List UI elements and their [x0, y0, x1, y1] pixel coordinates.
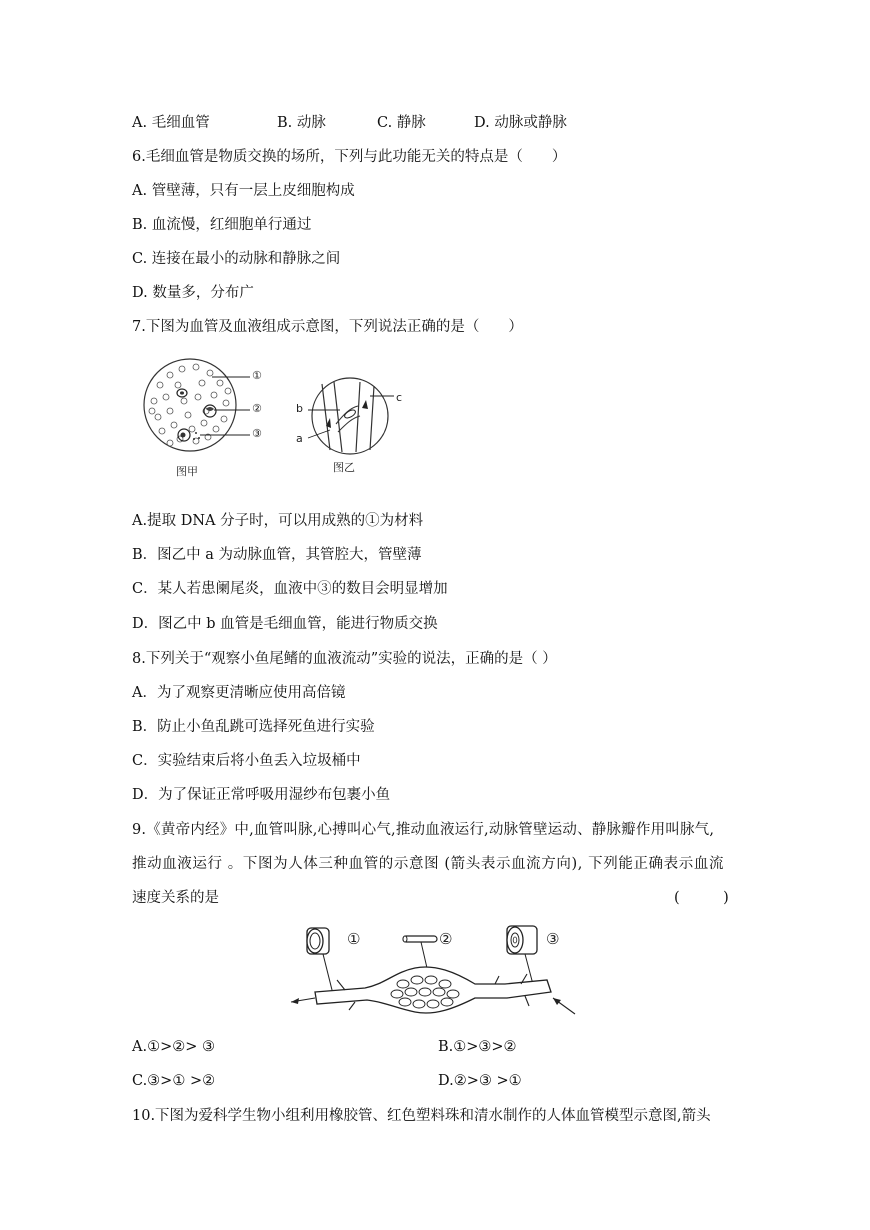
q6-option-c: C. 连接在最小的动脉和静脉之间	[132, 251, 341, 267]
q5-options	[132, 113, 567, 133]
q9-option-c: C.③>① >②	[132, 1073, 216, 1089]
q8-option-d: D．为了保证正常呼吸用湿纱布包裹小鱼	[132, 787, 391, 803]
q8-option-b: B．防止小鱼乱跳可选择死鱼进行实验	[132, 719, 375, 735]
q7-marker-3: ③	[252, 427, 262, 440]
q9-vein-icon	[307, 928, 329, 954]
q7-option-d: D．图乙中 b 血管是毛细血管，能进行物质交换	[132, 616, 438, 632]
q7-figure-yi	[300, 378, 403, 458]
q5-option-c: C. 静脉	[377, 115, 426, 131]
q9-marker-3: ③	[546, 930, 560, 948]
q6-stem: 6.毛细血管是物质交换的场所，下列与此功能无关的特点是（ ）	[132, 149, 567, 165]
q6-option-b: B. 血流慢，红细胞单行通过	[132, 217, 312, 233]
q7-fig-jia-label: 图甲	[176, 465, 198, 478]
q10-line-1: 10.下图为爱科学生物小组利用橡胶管、红色塑料珠和清水制作的人体血管模型示意图,箭头	[132, 1108, 711, 1124]
q5-option-d: D. 动脉或静脉	[474, 115, 567, 131]
q6-option-a: A. 管壁薄，只有一层上皮细胞构成	[132, 183, 355, 199]
q8-option-c: C．实验结束后将小鱼丢入垃圾桶中	[132, 753, 361, 769]
q8-stem: 8.下列关于“观察小鱼尾鳍的血液流动”实验的说法，正确的是（ ）	[132, 651, 557, 667]
q9-option-d: D.②>③ >①	[438, 1073, 522, 1089]
q7-option-c: C．某人若患阑尾炎，血液中③的数目会明显增加	[132, 581, 448, 597]
q9-marker-1: ①	[347, 930, 361, 948]
q7-stem: 7.下图为血管及血液组成示意图，下列说法正确的是（ ）	[132, 319, 523, 335]
q9-option-b: B.①>③>②	[438, 1039, 517, 1055]
q5-option-a: A. 毛细血管	[132, 115, 210, 131]
q9-marker-2: ②	[439, 930, 453, 948]
q9-line-3: 速度关系的是	[132, 890, 219, 906]
q9-vessel-figure	[285, 922, 585, 1022]
q7-option-b: B．图乙中 a 为动脉血管，其管腔大，管壁薄	[132, 547, 422, 563]
q7-marker-b: b	[296, 402, 303, 415]
q9-artery-icon	[507, 926, 537, 954]
q9-bracket: ( )	[674, 890, 729, 906]
q7-marker-c: c	[396, 391, 403, 404]
q9-line-1: 9.《黄帝内经》中,血管叫脉,心搏叫心气,推动血液运行,动脉管壁运动、静脉瓣作用叫脉气,	[132, 822, 715, 838]
q7-marker-a: a	[296, 432, 303, 445]
q6-option-d: D. 数量多，分布广	[132, 285, 254, 301]
q9-capillary-icon	[403, 936, 437, 942]
q8-option-a: A．为了观察更清晰应使用高倍镜	[132, 685, 346, 701]
q9-option-a: A.①>②> ③	[132, 1039, 215, 1055]
q5-option-b: B. 动脉	[277, 115, 326, 131]
q9-line-2: 推动血液运行 。下图为人体三种血管的示意图 (箭头表示血流方向), 下列能正确表示血流	[132, 856, 725, 872]
q7-marker-1: ①	[252, 369, 262, 382]
q7-option-a: A.提取 DNA 分子时，可以用成熟的①为材料	[132, 513, 424, 529]
q7-fig-yi-label: 图乙	[333, 461, 355, 474]
q7-marker-2: ②	[252, 402, 262, 415]
